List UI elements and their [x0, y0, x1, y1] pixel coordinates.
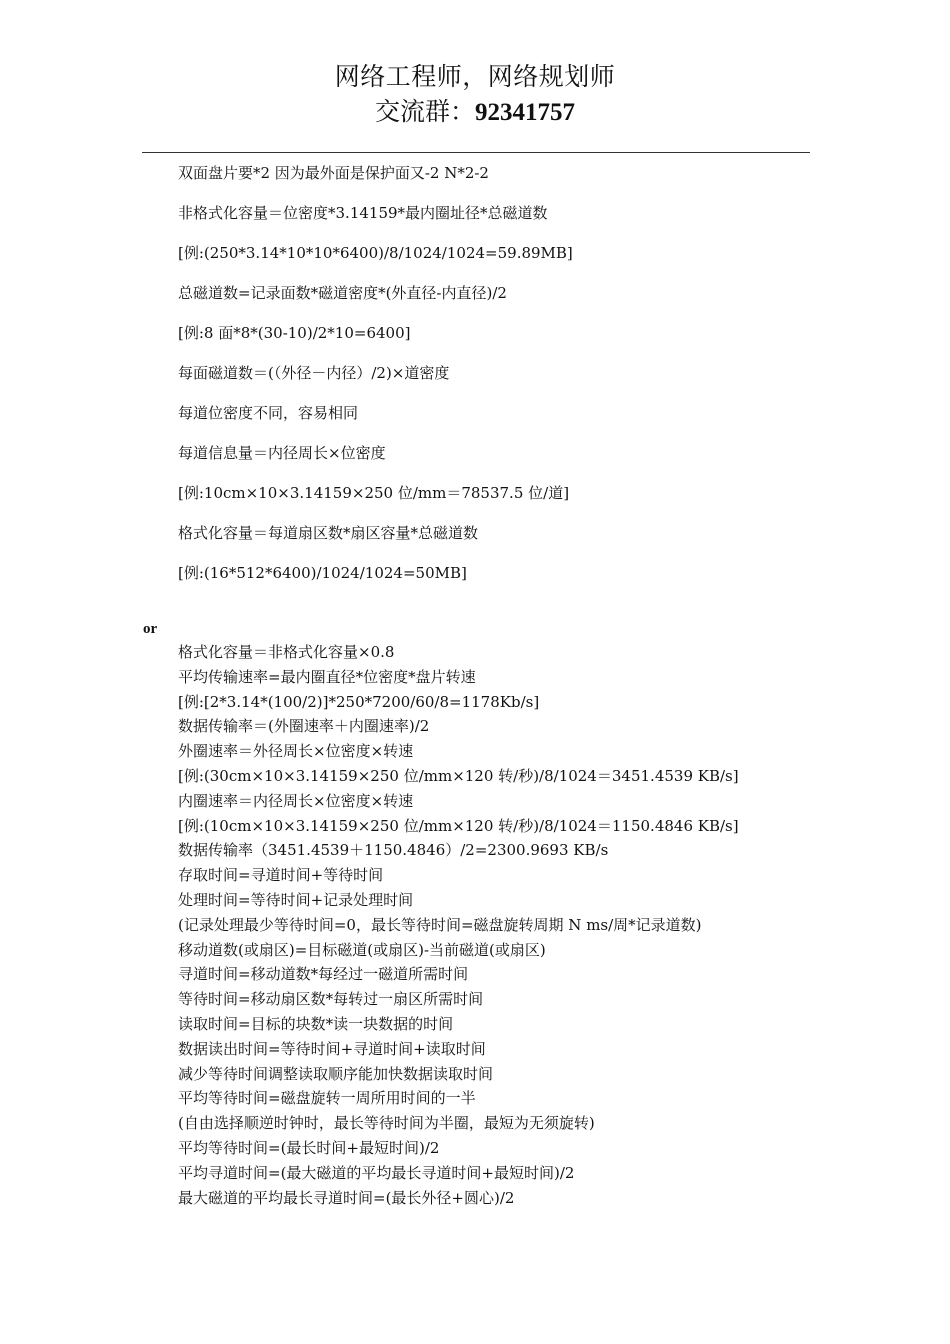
text-line: 读取时间=目标的块数*读一块数据的时间 [178, 1014, 454, 1033]
text-line: 等待时间=移动扇区数*每转过一扇区所需时间 [178, 990, 484, 1009]
text-line: 内圈速率＝内径周长×位密度×转速 [178, 791, 414, 810]
text-line: 移动道数(或扇区)=目标磁道(或扇区)-当前磁道(或扇区) [178, 940, 546, 959]
text-line: 寻道时间=移动道数*每经过一磁道所需时间 [178, 965, 469, 984]
text-line: [例:(10cm×10×3.14159×250 位/mm×120 转/秒)/8/1024＝1150.4846 KB/s] [178, 816, 739, 835]
header-group-number: 92341757 [475, 99, 575, 126]
text-line: 减少等待时间调整读取顺序能加快数据读取时间 [178, 1064, 494, 1083]
formula-section-2 [178, 640, 878, 1210]
text-line: [例:[2*3.14*(100/2)]*250*7200/60/8=1178Kb/s] [178, 692, 540, 711]
text-line: 总磁道数=记录面数*磁道密度*(外直径-内直径)/2 [178, 284, 507, 302]
text-line: [例:(30cm×10×3.14159×250 位/mm×120 转/秒)/8/1024＝3451.4539 KB/s] [178, 766, 739, 785]
text-line: 格式化容量＝非格式化容量×0.8 [178, 643, 395, 661]
text-line: 平均寻道时间=(最大磁道的平均最长寻道时间+最短时间)/2 [178, 1163, 575, 1182]
text-line: [例:(250*3.14*10*10*6400)/8/1024/1024=59.89MB] [178, 244, 573, 262]
text-line: 存取时间=寻道时间+等待时间 [178, 866, 384, 885]
text-line: 外圈速率＝外径周长×位密度×转速 [178, 742, 414, 761]
text-line: 非格式化容量＝位密度*3.14159*最内圈址径*总磁道数 [178, 204, 548, 222]
text-line: (自由选择顺逆时钟时，最长等待时间为半圈，最短为无须旋转) [178, 1114, 595, 1133]
page-header [0, 60, 950, 131]
text-line: 每道信息量＝内径周长×位密度 [178, 444, 386, 462]
text-line: 每面磁道数＝(（外径－内径）/2)×道密度 [178, 364, 450, 382]
text-line: [例:(16*512*6400)/1024/1024=50MB] [178, 564, 467, 582]
text-line: 双面盘片要*2 因为最外面是保护面又-2 N*2-2 [178, 164, 489, 182]
text-line: 最大磁道的平均最长寻道时间=(最长外径+圆心)/2 [178, 1188, 515, 1207]
or-label: or [143, 621, 158, 637]
header-divider [142, 152, 810, 153]
text-line: 处理时间=等待时间+记录处理时间 [178, 890, 414, 909]
text-line: (记录处理最少等待时间=0，最长等待时间=磁盘旋转周期 N ms/周*记录道数) [178, 915, 702, 934]
formula-section-1 [178, 161, 878, 601]
text-line: 平均传输速率=最内圈直径*位密度*盘片转速 [178, 667, 476, 686]
text-line: [例:8 面*8*(30-10)/2*10=6400] [178, 324, 411, 342]
text-line: 数据读出时间=等待时间+寻道时间+读取时间 [178, 1039, 486, 1058]
text-line: 平均等待时间=(最长时间+最短时间)/2 [178, 1138, 440, 1157]
header-group-line [0, 94, 950, 131]
text-line: 平均等待时间=磁盘旋转一周所用时间的一半 [178, 1089, 476, 1108]
header-title: 网络工程师，网络规划师 [334, 62, 616, 91]
text-line: 数据传输率（3451.4539＋1150.4846）/2=2300.9693 KB/s [178, 841, 609, 860]
text-line: 每道位密度不同，容易相同 [178, 404, 359, 422]
text-line: 数据传输率＝(外圈速率＋内圈速率)/2 [178, 717, 430, 736]
text-line: [例:10cm×10×3.14159×250 位/mm＝78537.5 位/道] [178, 484, 570, 502]
header-group-label: 交流群： [374, 97, 475, 126]
text-line: 格式化容量＝每道扇区数*扇区容量*总磁道数 [178, 524, 479, 542]
